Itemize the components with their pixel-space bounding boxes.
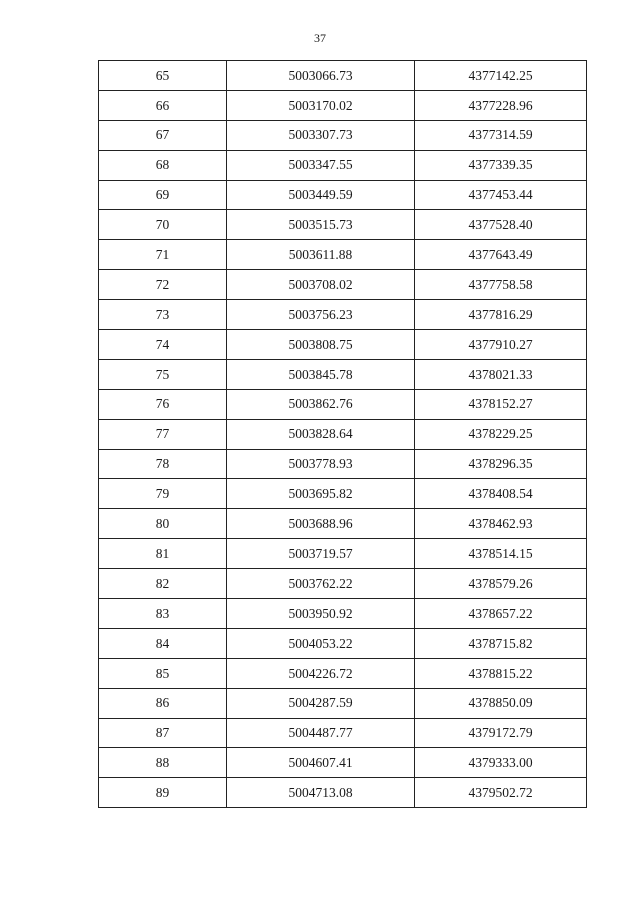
table-row	[99, 479, 587, 509]
point-number-cell: 82	[99, 569, 227, 599]
y-coordinate-cell: 4378657.22	[415, 599, 587, 629]
y-coordinate-cell: 4378715.82	[415, 628, 587, 658]
table-row	[99, 359, 587, 389]
table-row	[99, 509, 587, 539]
table-row	[99, 389, 587, 419]
point-number-cell: 89	[99, 778, 227, 808]
point-number-cell: 66	[99, 90, 227, 120]
point-number-cell: 86	[99, 688, 227, 718]
point-number-cell: 65	[99, 61, 227, 91]
x-coordinate-cell: 5003695.82	[227, 479, 415, 509]
x-coordinate-cell: 5004053.22	[227, 628, 415, 658]
point-number-cell: 76	[99, 389, 227, 419]
y-coordinate-cell: 4377142.25	[415, 61, 587, 91]
table-row	[99, 778, 587, 808]
point-number-cell: 70	[99, 210, 227, 240]
y-coordinate-cell: 4377339.35	[415, 150, 587, 180]
point-number-cell: 69	[99, 180, 227, 210]
y-coordinate-cell: 4378462.93	[415, 509, 587, 539]
x-coordinate-cell: 5003762.22	[227, 569, 415, 599]
table-row	[99, 180, 587, 210]
y-coordinate-cell: 4377910.27	[415, 330, 587, 360]
x-coordinate-cell: 5003845.78	[227, 359, 415, 389]
x-coordinate-cell: 5003708.02	[227, 270, 415, 300]
table-row	[99, 270, 587, 300]
x-coordinate-cell: 5003066.73	[227, 61, 415, 91]
y-coordinate-cell: 4377453.44	[415, 180, 587, 210]
x-coordinate-cell: 5003778.93	[227, 449, 415, 479]
y-coordinate-cell: 4377758.58	[415, 270, 587, 300]
x-coordinate-cell: 5004713.08	[227, 778, 415, 808]
y-coordinate-cell: 4377816.29	[415, 300, 587, 330]
table-row	[99, 61, 587, 91]
table-row	[99, 210, 587, 240]
point-number-cell: 80	[99, 509, 227, 539]
x-coordinate-cell: 5003170.02	[227, 90, 415, 120]
point-number-cell: 87	[99, 718, 227, 748]
y-coordinate-cell: 4378850.09	[415, 688, 587, 718]
point-number-cell: 88	[99, 748, 227, 778]
x-coordinate-cell: 5003449.59	[227, 180, 415, 210]
y-coordinate-cell: 4377228.96	[415, 90, 587, 120]
x-coordinate-cell: 5003756.23	[227, 300, 415, 330]
table-row	[99, 90, 587, 120]
table-row	[99, 150, 587, 180]
coordinates-table	[98, 60, 587, 808]
table-row	[99, 569, 587, 599]
table-row	[99, 330, 587, 360]
y-coordinate-cell: 4377643.49	[415, 240, 587, 270]
table-row	[99, 419, 587, 449]
y-coordinate-cell: 4378408.54	[415, 479, 587, 509]
y-coordinate-cell: 4378815.22	[415, 658, 587, 688]
point-number-cell: 78	[99, 449, 227, 479]
point-number-cell: 71	[99, 240, 227, 270]
table-row	[99, 599, 587, 629]
y-coordinate-cell: 4377314.59	[415, 120, 587, 150]
y-coordinate-cell: 4378579.26	[415, 569, 587, 599]
x-coordinate-cell: 5003515.73	[227, 210, 415, 240]
y-coordinate-cell: 4377528.40	[415, 210, 587, 240]
y-coordinate-cell: 4378514.15	[415, 539, 587, 569]
x-coordinate-cell: 5003828.64	[227, 419, 415, 449]
y-coordinate-cell: 4378021.33	[415, 359, 587, 389]
table-row	[99, 300, 587, 330]
point-number-cell: 72	[99, 270, 227, 300]
point-number-cell: 84	[99, 628, 227, 658]
x-coordinate-cell: 5003719.57	[227, 539, 415, 569]
x-coordinate-cell: 5003307.73	[227, 120, 415, 150]
x-coordinate-cell: 5003688.96	[227, 509, 415, 539]
table-row	[99, 658, 587, 688]
x-coordinate-cell: 5004607.41	[227, 748, 415, 778]
x-coordinate-cell: 5003862.76	[227, 389, 415, 419]
point-number-cell: 74	[99, 330, 227, 360]
table-body	[99, 61, 587, 808]
y-coordinate-cell: 4378229.25	[415, 419, 587, 449]
page-number: 37	[314, 31, 326, 45]
table-row	[99, 628, 587, 658]
x-coordinate-cell: 5003950.92	[227, 599, 415, 629]
table-row	[99, 688, 587, 718]
table-row	[99, 449, 587, 479]
point-number-cell: 83	[99, 599, 227, 629]
point-number-cell: 79	[99, 479, 227, 509]
table-row	[99, 539, 587, 569]
point-number-cell: 73	[99, 300, 227, 330]
x-coordinate-cell: 5003611.88	[227, 240, 415, 270]
x-coordinate-cell: 5003808.75	[227, 330, 415, 360]
y-coordinate-cell: 4379172.79	[415, 718, 587, 748]
y-coordinate-cell: 4379333.00	[415, 748, 587, 778]
point-number-cell: 75	[99, 359, 227, 389]
point-number-cell: 85	[99, 658, 227, 688]
point-number-cell: 68	[99, 150, 227, 180]
table-row	[99, 240, 587, 270]
point-number-cell: 77	[99, 419, 227, 449]
y-coordinate-cell: 4379502.72	[415, 778, 587, 808]
x-coordinate-cell: 5004487.77	[227, 718, 415, 748]
y-coordinate-cell: 4378296.35	[415, 449, 587, 479]
table-row	[99, 718, 587, 748]
y-coordinate-cell: 4378152.27	[415, 389, 587, 419]
point-number-cell: 81	[99, 539, 227, 569]
table-row	[99, 120, 587, 150]
x-coordinate-cell: 5004226.72	[227, 658, 415, 688]
x-coordinate-cell: 5003347.55	[227, 150, 415, 180]
point-number-cell: 67	[99, 120, 227, 150]
x-coordinate-cell: 5004287.59	[227, 688, 415, 718]
table-row	[99, 748, 587, 778]
